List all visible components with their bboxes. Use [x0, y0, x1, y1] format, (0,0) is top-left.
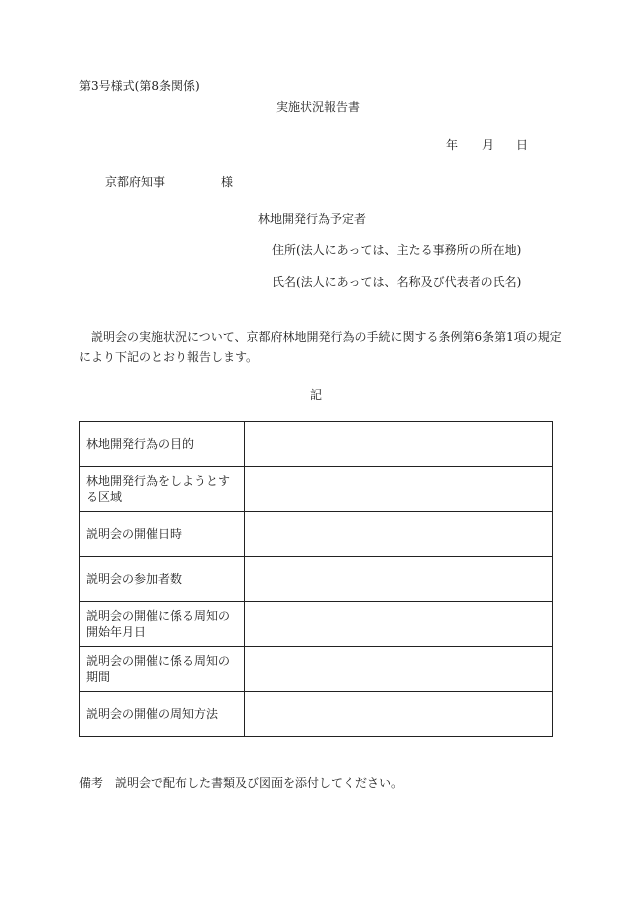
ki-heading: 記: [310, 388, 323, 402]
row-label: 説明会の開催日時: [80, 512, 245, 557]
date-month-label: 月: [482, 138, 495, 152]
applicant-address-label: 住所(法人にあっては、主たる事務所の所在地): [272, 243, 522, 257]
addressee-name: 京都府知事: [105, 175, 166, 189]
row-value-field[interactable]: [245, 557, 553, 602]
row-label: 説明会の開催に係る周知の期間: [80, 647, 245, 692]
addressee-suffix: 様: [221, 175, 234, 189]
date-year-label: 年: [446, 138, 459, 152]
table-row: [80, 602, 553, 647]
applicant-title: 林地開発行為予定者: [258, 212, 367, 226]
table-row: [80, 557, 553, 602]
row-label: 説明会の開催に係る周知の開始年月日: [80, 602, 245, 647]
row-value-field[interactable]: [245, 602, 553, 647]
report-table: [79, 421, 553, 737]
applicant-name-label: 氏名(法人にあっては、名称及び代表者の氏名): [272, 275, 522, 289]
remarks-label: 備考: [79, 776, 104, 790]
body-text-line-2: により下記のとおり報告します。: [79, 350, 259, 364]
remarks-text: 説明会で配布した書類及び図面を添付してください。: [115, 776, 404, 790]
row-value-field[interactable]: [245, 467, 553, 512]
table-row: [80, 422, 553, 467]
document-title: 実施状況報告書: [276, 100, 361, 114]
row-label: 林地開発行為の目的: [80, 422, 245, 467]
row-label: 説明会の開催の周知方法: [80, 692, 245, 737]
row-value-field[interactable]: [245, 512, 553, 557]
row-label: 説明会の参加者数: [80, 557, 245, 602]
row-value-field[interactable]: [245, 647, 553, 692]
row-value-field[interactable]: [245, 692, 553, 737]
table-row: [80, 467, 553, 512]
table-row: [80, 647, 553, 692]
table-row: [80, 512, 553, 557]
form-number: 第3号様式(第8条関係): [79, 79, 200, 93]
table-row: [80, 692, 553, 737]
row-label: 林地開発行為をしようとする区域: [80, 467, 245, 512]
date-day-label: 日: [516, 138, 529, 152]
body-text-line-1: 説明会の実施状況について、京都府林地開発行為の手続に関する条例第6条第1項の規定: [79, 330, 562, 344]
row-value-field[interactable]: [245, 422, 553, 467]
